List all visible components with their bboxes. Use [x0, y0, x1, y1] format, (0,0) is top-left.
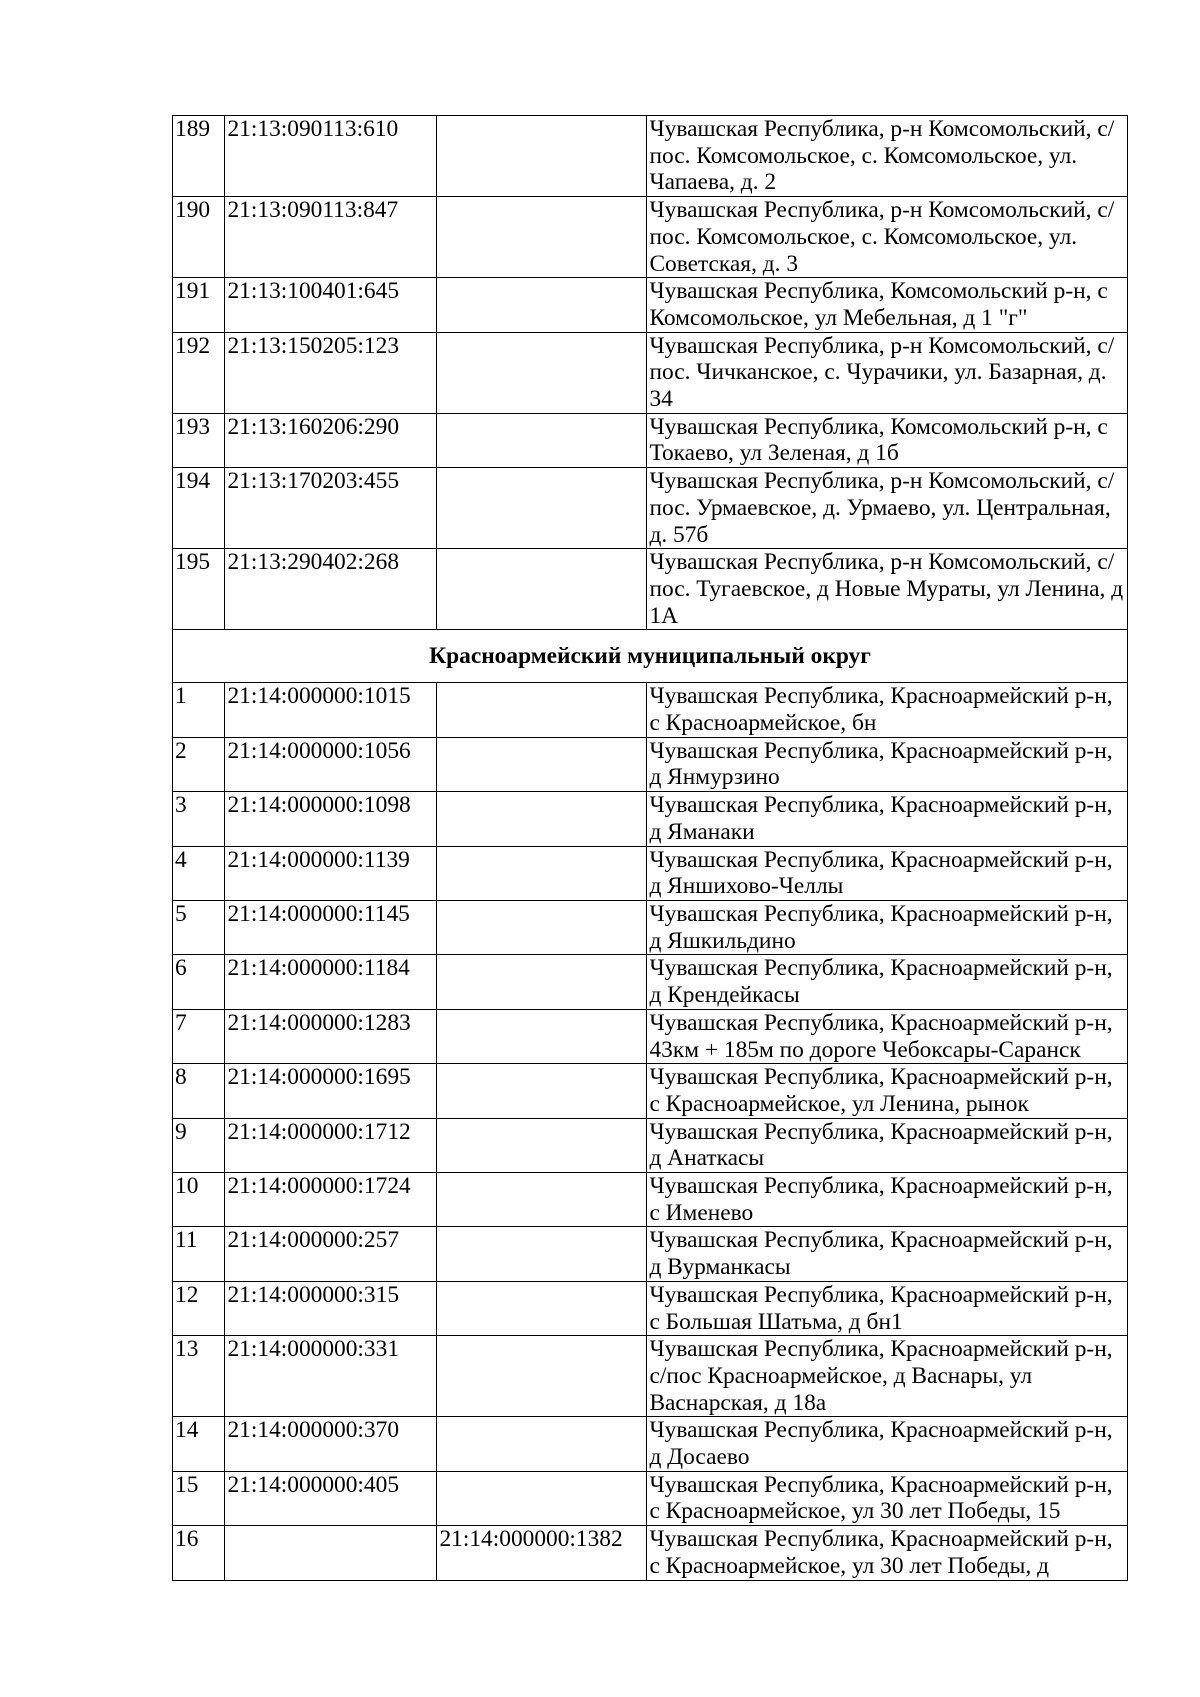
cadastral-number-cell: 21:14:000000:1139: [225, 846, 437, 900]
row-number-cell: 3: [173, 792, 225, 846]
table-row: [173, 1417, 1128, 1471]
row-number-cell: 8: [173, 1064, 225, 1118]
secondary-cadastral-number-cell: [437, 1417, 647, 1471]
table-row: [173, 900, 1128, 954]
secondary-cadastral-number-cell: 21:14:000000:1382: [437, 1526, 647, 1580]
cadastral-number-cell: 21:14:000000:1098: [225, 792, 437, 846]
row-number-cell: 16: [173, 1526, 225, 1580]
row-number-cell: 194: [173, 468, 225, 549]
secondary-cadastral-number-cell: [437, 900, 647, 954]
table-row: [173, 1173, 1128, 1227]
row-number-cell: 11: [173, 1227, 225, 1281]
table-row: [173, 683, 1128, 737]
row-number-cell: 189: [173, 116, 225, 197]
cadastral-table: [172, 115, 1128, 1581]
cadastral-number-cell: 21:13:170203:455: [225, 468, 437, 549]
table-row: [173, 1281, 1128, 1335]
row-number-cell: 13: [173, 1336, 225, 1417]
address-cell: Чувашская Республика, Красноармейский р-н, д Яншихово-Челлы: [647, 846, 1128, 900]
table-row: [173, 413, 1128, 467]
cadastral-number-cell: 21:14:000000:1015: [225, 683, 437, 737]
secondary-cadastral-number-cell: [437, 683, 647, 737]
address-cell: Чувашская Республика, Красноармейский р-н, с Красноармейское, ул Ленина, рынок: [647, 1064, 1128, 1118]
cadastral-number-cell: 21:14:000000:1695: [225, 1064, 437, 1118]
table-section-komsomolsky: [173, 116, 1128, 630]
address-cell: Чувашская Республика, Красноармейский р-н, 43км + 185м по дороге Чебоксары-Саранск: [647, 1009, 1128, 1063]
secondary-cadastral-number-cell: [437, 792, 647, 846]
cadastral-number-cell: 21:14:000000:1283: [225, 1009, 437, 1063]
cadastral-number-cell: 21:14:000000:1712: [225, 1118, 437, 1172]
cadastral-number-cell: 21:13:290402:268: [225, 549, 437, 630]
address-cell: Чувашская Республика, Комсомольский р-н, с Токаево, ул Зеленая, д 1б: [647, 413, 1128, 467]
cadastral-number-cell: 21:13:090113:847: [225, 197, 437, 278]
table-row: [173, 792, 1128, 846]
secondary-cadastral-number-cell: [437, 846, 647, 900]
address-cell: Чувашская Республика, Красноармейский р-н, д Крендейкасы: [647, 955, 1128, 1009]
section-header-row-group: [173, 630, 1128, 683]
row-number-cell: 7: [173, 1009, 225, 1063]
row-number-cell: 12: [173, 1281, 225, 1335]
address-cell: Чувашская Республика, р-н Комсомольский, с/пос. Урмаевское, д. Урмаево, ул. Центральная, д. 57б: [647, 468, 1128, 549]
table-row: [173, 737, 1128, 791]
secondary-cadastral-number-cell: [437, 1173, 647, 1227]
address-cell: Чувашская Республика, Красноармейский р-н, д Яманаки: [647, 792, 1128, 846]
secondary-cadastral-number-cell: [437, 1471, 647, 1525]
cadastral-number-cell: [225, 1526, 437, 1580]
address-cell: Чувашская Республика, Красноармейский р-н, с/пос Красноармейское, д Васнары, ул Васнарская, д 18а: [647, 1336, 1128, 1417]
cadastral-number-cell: 21:13:150205:123: [225, 332, 437, 413]
table-row: [173, 1064, 1128, 1118]
row-number-cell: 191: [173, 278, 225, 332]
address-cell: Чувашская Республика, р-н Комсомольский, с/пос. Комсомольское, с. Комсомольское, ул. Советская, д. 3: [647, 197, 1128, 278]
table-row: [173, 1227, 1128, 1281]
secondary-cadastral-number-cell: [437, 549, 647, 630]
row-number-cell: 9: [173, 1118, 225, 1172]
section-header-row: [173, 630, 1128, 683]
cadastral-number-cell: 21:14:000000:315: [225, 1281, 437, 1335]
table-row: [173, 549, 1128, 630]
secondary-cadastral-number-cell: [437, 737, 647, 791]
cadastral-number-cell: 21:13:160206:290: [225, 413, 437, 467]
table-row: [173, 197, 1128, 278]
address-cell: Чувашская Республика, Красноармейский р-н, с Красноармейское, ул 30 лет Победы, 15: [647, 1471, 1128, 1525]
address-cell: Чувашская Республика, Красноармейский р-н, д Вурманкасы: [647, 1227, 1128, 1281]
table-row: [173, 846, 1128, 900]
address-cell: Чувашская Республика, Красноармейский р-н, д Досаево: [647, 1417, 1128, 1471]
row-number-cell: 14: [173, 1417, 225, 1471]
table-row: [173, 1526, 1128, 1580]
cadastral-number-cell: 21:14:000000:257: [225, 1227, 437, 1281]
address-cell: Чувашская Республика, р-н Комсомольский, с/пос. Комсомольское, с. Комсомольское, ул. Чапаева, д. 2: [647, 116, 1128, 197]
cadastral-number-cell: 21:14:000000:405: [225, 1471, 437, 1525]
address-cell: Чувашская Республика, р-н Комсомольский, с/пос. Тугаевское, д Новые Мураты, ул Ленина, д 1А: [647, 549, 1128, 630]
address-cell: Чувашская Республика, р-н Комсомольский, с/пос. Чичканское, с. Чурачики, ул. Базарная, д. 34: [647, 332, 1128, 413]
address-cell: Чувашская Республика, Красноармейский р-н, с Именево: [647, 1173, 1128, 1227]
secondary-cadastral-number-cell: [437, 1118, 647, 1172]
address-cell: Чувашская Республика, Комсомольский р-н, с Комсомольское, ул Мебельная, д 1 "г": [647, 278, 1128, 332]
section-title: Красноармейский муниципальный округ: [173, 630, 1128, 683]
row-number-cell: 6: [173, 955, 225, 1009]
table-row: [173, 1118, 1128, 1172]
table-row: [173, 116, 1128, 197]
row-number-cell: 15: [173, 1471, 225, 1525]
secondary-cadastral-number-cell: [437, 197, 647, 278]
address-cell: Чувашская Республика, Красноармейский р-н, с Красноармейское, бн: [647, 683, 1128, 737]
secondary-cadastral-number-cell: [437, 1227, 647, 1281]
cadastral-number-cell: 21:13:090113:610: [225, 116, 437, 197]
table-row: [173, 1336, 1128, 1417]
cadastral-number-cell: 21:14:000000:1724: [225, 1173, 437, 1227]
cadastral-number-cell: 21:14:000000:331: [225, 1336, 437, 1417]
secondary-cadastral-number-cell: [437, 1064, 647, 1118]
row-number-cell: 10: [173, 1173, 225, 1227]
address-cell: Чувашская Республика, Красноармейский р-н, д Яшкильдино: [647, 900, 1128, 954]
table-row: [173, 468, 1128, 549]
table-row: [173, 278, 1128, 332]
address-cell: Чувашская Республика, Красноармейский р-н, с Большая Шатьма, д бн1: [647, 1281, 1128, 1335]
cadastral-number-cell: 21:14:000000:1184: [225, 955, 437, 1009]
secondary-cadastral-number-cell: [437, 332, 647, 413]
secondary-cadastral-number-cell: [437, 1281, 647, 1335]
row-number-cell: 5: [173, 900, 225, 954]
row-number-cell: 2: [173, 737, 225, 791]
row-number-cell: 1: [173, 683, 225, 737]
secondary-cadastral-number-cell: [437, 1336, 647, 1417]
address-cell: Чувашская Республика, Красноармейский р-н, д Янмурзино: [647, 737, 1128, 791]
secondary-cadastral-number-cell: [437, 413, 647, 467]
cadastral-number-cell: 21:14:000000:370: [225, 1417, 437, 1471]
secondary-cadastral-number-cell: [437, 468, 647, 549]
secondary-cadastral-number-cell: [437, 278, 647, 332]
address-cell: Чувашская Республика, Красноармейский р-н, д Анаткасы: [647, 1118, 1128, 1172]
row-number-cell: 4: [173, 846, 225, 900]
row-number-cell: 190: [173, 197, 225, 278]
secondary-cadastral-number-cell: [437, 116, 647, 197]
table-row: [173, 955, 1128, 1009]
cadastral-number-cell: 21:13:100401:645: [225, 278, 437, 332]
address-cell: Чувашская Республика, Красноармейский р-н, с Красноармейское, ул 30 лет Победы, д: [647, 1526, 1128, 1580]
secondary-cadastral-number-cell: [437, 955, 647, 1009]
table-row: [173, 332, 1128, 413]
row-number-cell: 193: [173, 413, 225, 467]
table-row: [173, 1471, 1128, 1525]
table-section-krasnoarmeysky: [173, 683, 1128, 1580]
secondary-cadastral-number-cell: [437, 1009, 647, 1063]
row-number-cell: 195: [173, 549, 225, 630]
cadastral-number-cell: 21:14:000000:1145: [225, 900, 437, 954]
table-row: [173, 1009, 1128, 1063]
row-number-cell: 192: [173, 332, 225, 413]
cadastral-number-cell: 21:14:000000:1056: [225, 737, 437, 791]
